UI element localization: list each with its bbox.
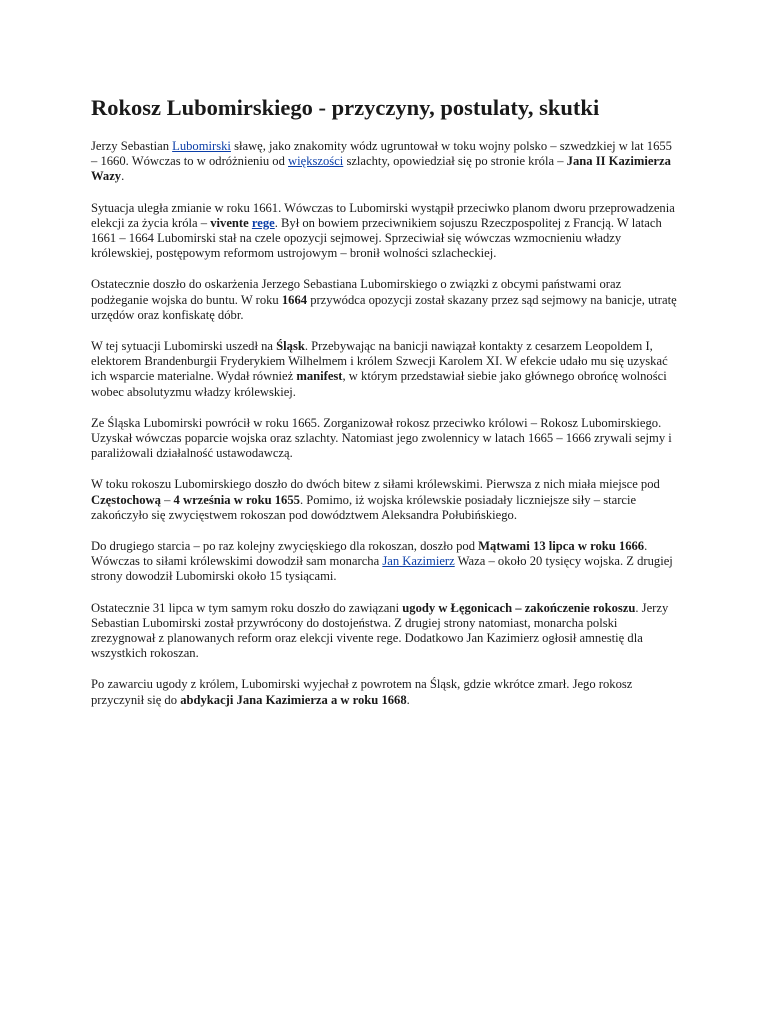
link-jan-kazimierz[interactable]: Jan Kazimierz	[382, 554, 455, 569]
text: szlachty, opowiedział się po stronie króla –	[343, 154, 567, 169]
text: . Wówczas to siłami królewskimi dowodził sam monarcha	[91, 539, 648, 569]
bold-text: ugody w Łęgonicach – zakończenie rokoszu	[402, 600, 636, 615]
text: .	[406, 692, 410, 707]
paragraph-9	[91, 677, 681, 707]
bold-text: Mątwami 13 lipca w roku 1666	[478, 539, 645, 554]
bold-text: 1664	[281, 292, 308, 307]
text: Jerzy Sebastian	[91, 139, 173, 153]
text: . Pomimo, iż wojska królewskie posiadały liczniejsze siły – starcie zakończyło się zwycięstwem rokoszan pod dowództwem Aleksandra Połubińskiego.	[91, 492, 637, 522]
paragraph-3	[91, 277, 681, 323]
text: W tej sytuacji Lubomirski uszedł na	[91, 339, 277, 354]
bold-text: abdykacji Jana Kazimierza a w roku 1668	[180, 692, 407, 707]
document-content	[91, 94, 681, 724]
link-rege[interactable]	[252, 216, 275, 230]
text: W toku rokoszu Lubomirskiego doszło do dwóch bitew z siłami królewskimi. Pierwsza z nich miała miejsce pod	[91, 477, 660, 492]
page-title: Rokosz Lubomirskiego - przyczyny, postulaty, skutki	[91, 95, 600, 120]
bold-text: Częstochową	[91, 492, 161, 507]
text: sławę, jako znakomity wódz ugruntował w toku wojny polsko – szwedzkiej w lat 1655 – 1660. Wówczas to w odróżnieniu od	[91, 139, 672, 169]
text: przywódca opozycji został skazany przez sąd sejmowy na banicje, utratę urzędów oraz konfiskatę dóbr.	[91, 292, 677, 322]
bold-text: Śląsk	[276, 339, 305, 354]
bold-text: vivente	[210, 215, 249, 230]
text: –	[160, 492, 174, 507]
text: Sytuacja uległa zmianie w roku 1661. Wówczas to Lubomirski wystąpił przeciwko planom dworu przeprowadzenia elekcji za życia króla –	[91, 200, 675, 230]
bold-link-text: rege	[251, 215, 275, 230]
bold-text: Jana II Kazimierza Wazy	[91, 154, 671, 184]
text: , w którym przedstawiał siebie jako głównego obrońcę wolności wobec absolutyzmu władzy królewskiej.	[91, 369, 667, 399]
paragraph-1	[91, 139, 681, 185]
text: Po zawarciu ugody z królem, Lubomirski wyjechał z powrotem na Śląsk, gdzie wkrótce zmarł. Jego rokosz przyczynił się do	[91, 677, 633, 707]
text: Ostatecznie 31 lipca w tym samym roku doszło do zawiązani	[91, 600, 403, 615]
paragraph-6	[91, 477, 681, 523]
link-wiekszosci[interactable]: większości	[288, 154, 344, 169]
bold-text: manifest	[296, 369, 343, 384]
bold-text: 4 września w roku 1655	[173, 492, 300, 507]
text: . Przebywając na banicji nawiązał kontakty z cesarzem Leopoldem I, elektorem Brandenburgii Fryderykiem Wilhelmem i królem Szwecji Karolem XI. W efekcie udało mu się uzyskać ich wsparcie materialne. Wydał również	[91, 339, 668, 384]
paragraph-7	[91, 539, 681, 585]
text: Ostatecznie doszło do oskarżenia Jerzego Sebastiana Lubomirskiego o związki z obcymi państwami oraz podżeganie wojska do buntu. W roku	[91, 277, 622, 307]
paragraph-2	[91, 201, 681, 262]
text: . Jerzy Sebastian Lubomirski został przywrócony do dostojeństwa. Z drugiej strony natomiast, monarcha polski zrezygnował z planowanych reform oraz elekcji vivente rege. Dodatkowo Jan Kazimierz ogłosił amnestię dla wszystkich rokoszan.	[91, 600, 669, 661]
text: Ze Śląska Lubomirski powrócił w roku 1665. Zorganizował rokosz przeciwko królowi – Rokosz Lubomirskiego. Uzyskał wówczas poparcie wojska oraz szlachty. Natomiast jego zwolennicy w latach 1665 – 1666 zrywali sejmy i paraliżowali działalność ustawodawczą.	[91, 415, 672, 461]
text: Waza – około 20 tysięcy wojska. Z drugiej strony dowodził Lubomirski około 15 tysiącami.	[91, 554, 673, 584]
text: .	[121, 169, 125, 184]
paragraph-8	[91, 601, 681, 662]
paragraph-5	[91, 416, 681, 462]
paragraph-4	[91, 339, 681, 400]
link-lubomirski[interactable]: Lubomirski	[172, 139, 231, 153]
text: . Był on bowiem przeciwnikiem sojuszu Rzeczpospolitej z Francją. W latach 1661 – 1664 Lubomirski stał na czele opozycji sejmowej. Sprzeciwiał się wówczas wzmocnieniu władzy królewskiej, postępowym reformom ustrojowym – bronił wolności szlacheckiej.	[91, 215, 662, 261]
text: Do drugiego starcia – po raz kolejny zwycięskiego dla rokoszan, doszło pod	[91, 539, 479, 554]
